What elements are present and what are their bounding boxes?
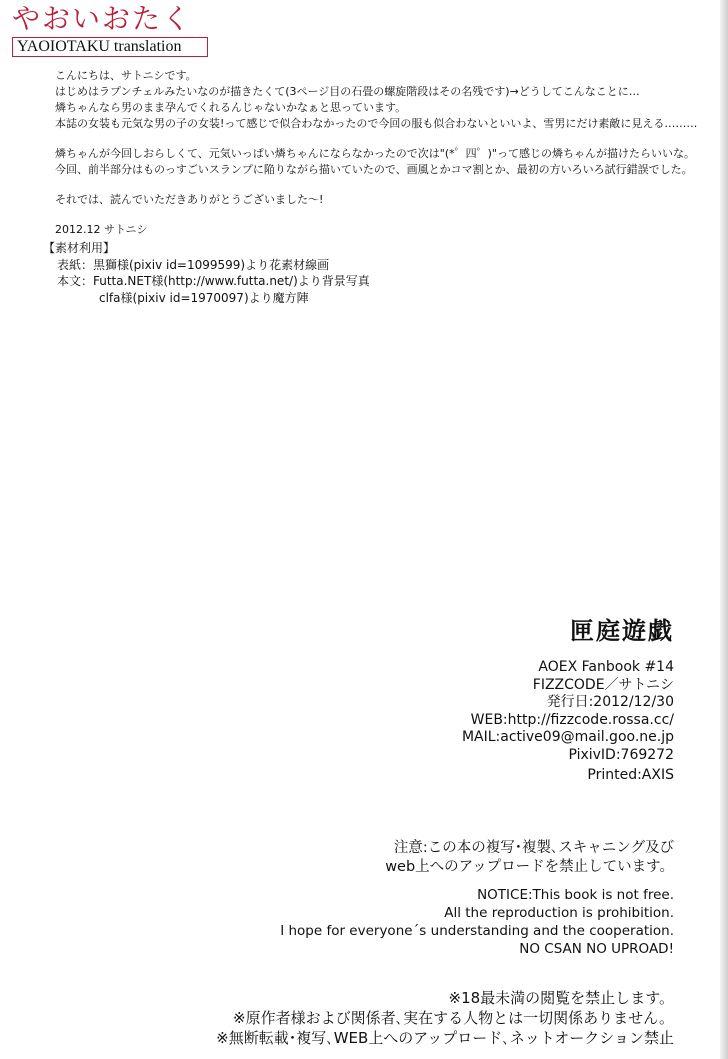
notice-english [280,886,674,958]
warning-line: ※無断転載･複写､WEB上へのアップロード､ネットオークション禁止 [216,1029,674,1047]
notice-line: All the reproduction is prohibition. [444,905,674,921]
afterword-line: 本誌の女装も元気な男の子の女装!って感じで似合わなかったので今回の服も似合わないといいよ、雪男にだけ素敵に見える……… [55,117,698,130]
afterword-line: 今回、前半部分はものっすごいスランプに陥りながら描いていたので、画風とかコマ割とか、最初の方いろいろ試行錯誤でした。 [55,163,693,176]
afterword-thanks: それでは、読んでいただきありがとうございました～! [55,193,324,206]
watermark-logo: やおいおたく [12,2,193,35]
materials-cover: 表紙：黒獅様(pixiv id=1099599)より花素材線画 [57,257,330,272]
colophon-mail: MAIL:active09@mail.goo.ne.jp [461,729,674,745]
printer-credit: Printed:AXIS [587,767,674,783]
materials-heading: 【素材利用】 [43,241,116,255]
watermark-label: YAOIOTAKU translation [12,37,208,57]
colophon-series: AOEX Fanbook #14 [538,659,674,675]
colophon-web: WEB:http://fizzcode.rossa.cc/ [470,711,674,728]
colophon-circle: FIZZCODE／サトニシ [532,676,674,693]
notice-line: web上へのアップロードを禁止しています。 [385,858,674,875]
warning-line: ※18最未満の閲覧を禁止します。 [448,989,674,1007]
notice-line: I hope for everyone´s understanding and the cooperation. [280,923,674,939]
materials-body: clfa様(pixiv id=1970097)より魔方陣 [99,290,309,305]
afterword-line: 燐ちゃんが今回しおらしくて、元気いっぱい燐ちゃんにならなかったので次は"(*゜四゜)"って感じの燐ちゃんが描けたらいいな。 [55,147,695,160]
warning-line: ※原作者様および関係者､実在する人物とは一切関係ありません。 [233,1009,674,1027]
notice-japanese [385,839,674,876]
warnings [216,988,674,1048]
colophon-date: 発行日:2012/12/30 [546,694,674,710]
materials-credits [43,240,370,306]
colophon-pixiv: PixivID:769272 [568,746,674,763]
afterword-line: 燐ちゃんなら男のまま孕んでくれるんじゃないかなぁと思っています。 [55,101,407,114]
notice-line: NO CSAN NO UPROAD! [519,941,674,957]
colophon [462,659,674,764]
afterword-line: こんにちは、サトニシです。 [55,69,197,82]
book-title: 匣庭遊戯 [570,616,674,645]
afterword [55,68,725,238]
notice-line: 注意:この本の複写･複製､スキャニング及び [393,840,674,856]
afterword-signature: 2012.12 サトニシ [55,223,148,236]
materials-body: 本文：Futta.NET様(http://www.futta.net/)より背景写真 [57,274,370,288]
afterword-line: はじめはラプンチェルみたいなのが描きたくて(3ページ目の石畳の螺旋階段はその名残です)→どうしてこんなことに… [55,85,640,98]
notice-line: NOTICE:This book is not free. [477,887,674,903]
